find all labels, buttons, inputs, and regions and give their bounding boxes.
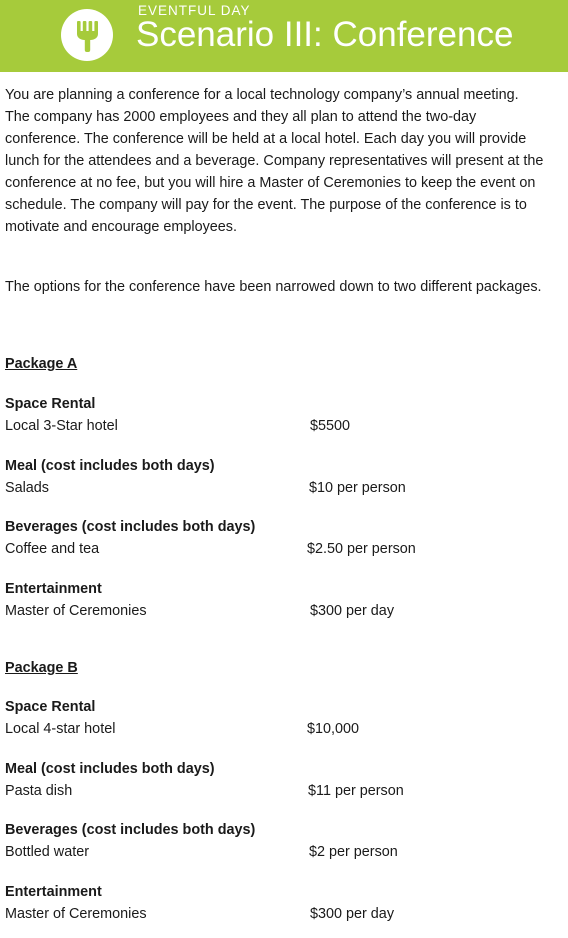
page-title: Scenario III: Conference xyxy=(136,15,514,54)
package-a-beverages-price: $2.50 per person xyxy=(307,541,416,557)
intro-paragraph: You are planning a conference for a local technology company’s annual meeting. The company has 2000 employees and they all plan to attend the two-day conference. The conference will be held at a local hotel. Each day you will provide lunch for the attendees and a beverage. Company representatives will present at the conference at no fee, but you will hire a Master of Ceremonies to keep the event on schedule. The company will pay for the event. The purpose of the conference is to motivate and encourage employees. xyxy=(5,87,544,235)
package-a-meal-item: Salads xyxy=(5,480,50,496)
package-a-entertainment-heading: Entertainment xyxy=(5,581,102,597)
options-paragraph: The options for the conference have been narrowed down to two different packages. xyxy=(5,279,542,295)
package-b-beverages-price: $2 per person xyxy=(309,844,398,860)
package-b-entertainment-item: Master of Ceremonies xyxy=(5,906,147,922)
package-b-meal-item: Pasta dish xyxy=(5,783,73,799)
package-b-heading: Package B xyxy=(5,660,78,676)
header-banner xyxy=(0,0,568,72)
package-b-entertainment-price: $300 per day xyxy=(310,906,395,922)
package-b-space-rental-price: $10,000 xyxy=(307,721,360,737)
package-b-space-rental-item: Local 4-star hotel xyxy=(5,721,116,737)
package-a-entertainment-item: Master of Ceremonies xyxy=(5,603,147,619)
package-a-heading: Package A xyxy=(5,356,78,372)
package-b-beverages-item: Bottled water xyxy=(5,844,89,860)
package-a-beverages-item: Coffee and tea xyxy=(5,541,100,557)
package-a-beverages-heading: Beverages (cost includes both days) xyxy=(5,519,256,535)
package-b-meal-price: $11 per person xyxy=(308,783,404,799)
package-a-meal-price: $10 per person xyxy=(309,480,406,496)
package-a-entertainment-price: $300 per day xyxy=(310,603,395,619)
package-a-space-rental-item: Local 3-Star hotel xyxy=(5,418,118,434)
banner-subtitle: EVENTFUL DAY xyxy=(138,3,251,18)
package-a-space-rental-heading: Space Rental xyxy=(5,396,96,412)
package-b-meal-heading: Meal (cost includes both days) xyxy=(5,761,215,777)
package-b-beverages-heading: Beverages (cost includes both days) xyxy=(5,822,256,838)
package-b-entertainment-heading: Entertainment xyxy=(5,884,102,900)
package-a-meal-heading: Meal (cost includes both days) xyxy=(5,458,215,474)
package-b-space-rental-heading: Space Rental xyxy=(5,699,96,715)
package-a-space-rental-price: $5500 xyxy=(310,418,351,434)
fork-icon xyxy=(61,9,113,61)
